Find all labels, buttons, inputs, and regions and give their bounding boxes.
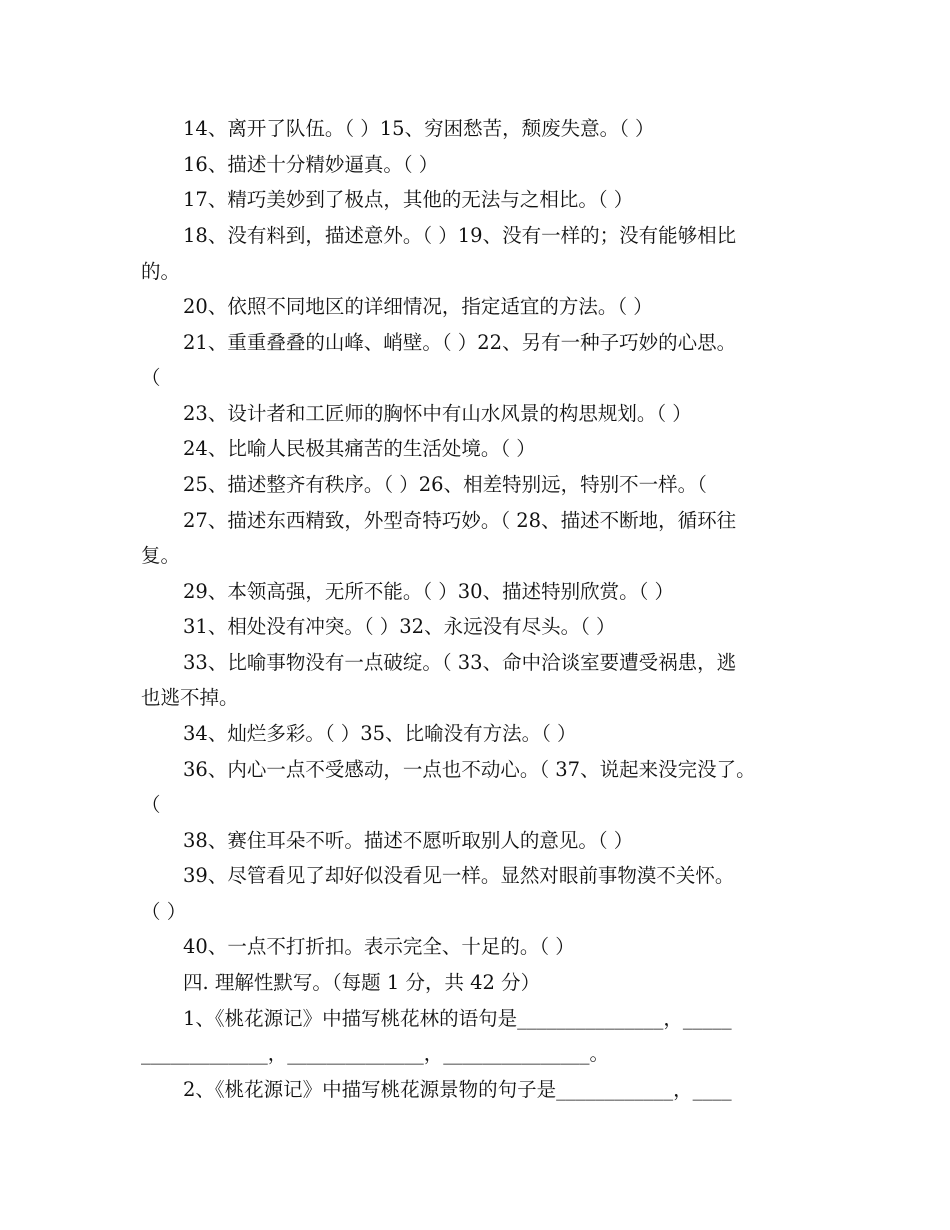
line-q29-q30: 29、本领高强，无所不能。（ ）30、描述特别欣赏。（ ） bbox=[183, 580, 675, 603]
line-q18-q19: 18、没有料到，描述意外。（ ）19、没有一样的；没有能够相比 bbox=[183, 224, 737, 247]
line-q37-cont: （ bbox=[141, 793, 161, 816]
line-q19-cont: 的。 bbox=[141, 260, 181, 283]
line-q21-q22: 21、重重叠叠的山峰、峭壁。（ ）22、另有一种子巧妙的心思。 bbox=[183, 331, 737, 354]
line-q40: 40、一点不打折扣。表示完全、十足的。（ ） bbox=[183, 935, 575, 958]
line-q31-q32: 31、相处没有冲突。（ ）32、永远没有尽头。（ ） bbox=[183, 615, 616, 638]
line-q33-q33b: 33、比喻事物没有一点破绽。（ 33、命中洽谈室要遭受祸患，逃 bbox=[183, 651, 737, 674]
line-q14-q15: 14、离开了队伍。（ ）15、穷困愁苦，颓废失意。（ ） bbox=[183, 117, 655, 140]
line-q33b-cont: 也逃不掉。 bbox=[141, 686, 239, 709]
line-dictation-1-cont: _____________，______________，_______________。 bbox=[141, 1042, 609, 1065]
line-dictation-1: 1、《桃花源记》中描写桃花林的语句是_______________，_____ bbox=[183, 1007, 732, 1030]
line-q39: 39、尽管看见了却好似没看见一样。显然对眼前事物漠不关怀。 bbox=[183, 864, 735, 887]
line-dictation-2: 2、《桃花源记》中描写桃花源景物的句子是____________，____ bbox=[183, 1078, 732, 1101]
line-q36-q37: 36、内心一点不受感动，一点也不动心。（ 37、说起来没完没了。 bbox=[183, 758, 756, 781]
line-q38: 38、赛住耳朵不听。描述不愿听取别人的意见。（ ） bbox=[183, 829, 634, 852]
line-q16: 16、描述十分精妙逼真。（ ） bbox=[183, 153, 439, 176]
section-heading-4: 四. 理解性默写。（每题 1 分，共 42 分） bbox=[183, 971, 541, 994]
line-q24: 24、比喻人民极其痛苦的生活处境。（ ） bbox=[183, 437, 536, 460]
line-q23: 23、设计者和工匠师的胸怀中有山水风景的构思规划。（ ） bbox=[183, 402, 692, 425]
line-q20: 20、依照不同地区的详细情况，指定适宜的方法。（ ） bbox=[183, 295, 653, 318]
line-q22-cont: （ bbox=[141, 366, 161, 389]
line-q25-q26: 25、描述整齐有秩序。（ ）26、相差特别远，特别不一样。（ bbox=[183, 473, 707, 496]
line-q39-cont: （ ） bbox=[141, 900, 187, 923]
line-q34-q35: 34、灿烂多彩。（ ）35、比喻没有方法。（ ） bbox=[183, 722, 577, 745]
line-q28-cont: 复。 bbox=[141, 544, 181, 567]
line-q27-q28: 27、描述东西精致，外型奇特巧妙。（ 28、描述不断地，循环往 bbox=[183, 509, 737, 532]
line-q17: 17、精巧美妙到了极点，其他的无法与之相比。（ ） bbox=[183, 188, 634, 211]
